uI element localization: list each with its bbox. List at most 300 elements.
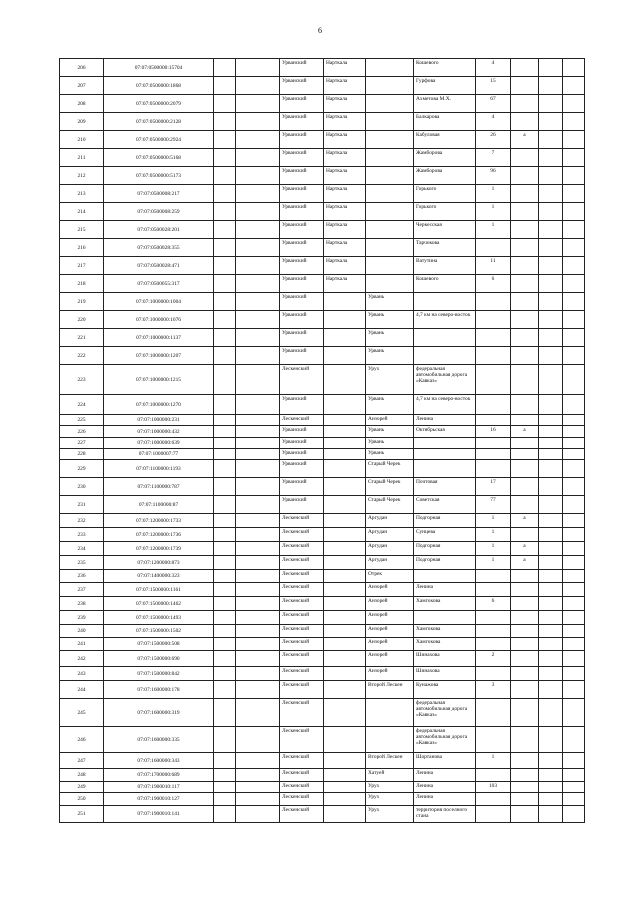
empty-cell bbox=[236, 638, 280, 651]
village-cell: Урвань bbox=[366, 426, 414, 438]
empty-cell bbox=[236, 113, 280, 131]
settlement-cell bbox=[324, 651, 366, 667]
building-cell bbox=[511, 570, 539, 583]
building-cell bbox=[511, 59, 539, 77]
house-cell bbox=[476, 570, 511, 583]
district-cell: Лескенский bbox=[280, 667, 324, 681]
building-cell bbox=[511, 167, 539, 185]
village-cell: Старый Черек bbox=[366, 460, 414, 478]
street-cell: Шинахова bbox=[414, 667, 476, 681]
street-cell: Балкарова bbox=[414, 113, 476, 131]
empty-cell bbox=[539, 681, 563, 699]
district-cell: Урванский bbox=[280, 275, 324, 293]
empty-cell bbox=[539, 611, 563, 625]
empty-cell bbox=[563, 478, 585, 496]
village-cell: Анзорей bbox=[366, 611, 414, 625]
cadastral-number: 07:07:1500000:1502 bbox=[104, 625, 214, 638]
row-number: 229 bbox=[60, 460, 104, 478]
village-cell bbox=[366, 239, 414, 257]
settlement-cell: Нарткала bbox=[324, 113, 366, 131]
row-number: 223 bbox=[60, 365, 104, 395]
empty-cell bbox=[539, 514, 563, 528]
village-cell: Урвань bbox=[366, 438, 414, 449]
district-cell: Урванский bbox=[280, 426, 324, 438]
row-number: 222 bbox=[60, 347, 104, 365]
table-row bbox=[60, 769, 585, 782]
street-cell: 4,7 км на северо-восток bbox=[414, 311, 476, 329]
empty-cell bbox=[563, 113, 585, 131]
district-cell: Лескенский bbox=[280, 699, 324, 727]
building-cell bbox=[511, 347, 539, 365]
empty-cell bbox=[236, 478, 280, 496]
table-row bbox=[60, 638, 585, 651]
cadastral-number: 07:07:0500028:471 bbox=[104, 257, 214, 275]
street-cell bbox=[414, 460, 476, 478]
empty-cell bbox=[563, 311, 585, 329]
empty-cell bbox=[563, 583, 585, 597]
district-cell: Урванский bbox=[280, 478, 324, 496]
row-number: 226 bbox=[60, 426, 104, 438]
building-cell bbox=[511, 275, 539, 293]
district-cell: Урванский bbox=[280, 149, 324, 167]
village-cell: Анзорей bbox=[366, 597, 414, 611]
empty-cell bbox=[563, 329, 585, 347]
cadastral-number: 07:07:1200000:873 bbox=[104, 556, 214, 570]
street-cell: Хамгокова bbox=[414, 638, 476, 651]
empty-cell bbox=[539, 239, 563, 257]
cadastral-number: 07:07:1200000:1736 bbox=[104, 528, 214, 542]
building-cell bbox=[511, 528, 539, 542]
district-cell: Лескенский bbox=[280, 583, 324, 597]
empty-cell bbox=[236, 329, 280, 347]
street-cell: Хамгокова bbox=[414, 597, 476, 611]
row-number: 237 bbox=[60, 583, 104, 597]
district-cell: Лескенский bbox=[280, 651, 324, 667]
building-cell bbox=[511, 365, 539, 395]
district-cell: Лескенский bbox=[280, 514, 324, 528]
house-cell bbox=[476, 438, 511, 449]
row-number: 225 bbox=[60, 415, 104, 426]
row-number: 245 bbox=[60, 699, 104, 727]
settlement-cell bbox=[324, 727, 366, 753]
street-cell: Тарчокова bbox=[414, 239, 476, 257]
row-number: 240 bbox=[60, 625, 104, 638]
settlement-cell bbox=[324, 329, 366, 347]
street-cell: Ленина bbox=[414, 583, 476, 597]
empty-cell bbox=[214, 59, 236, 77]
settlement-cell bbox=[324, 426, 366, 438]
table-row bbox=[60, 782, 585, 793]
house-cell: 16 bbox=[476, 426, 511, 438]
empty-cell bbox=[236, 651, 280, 667]
street-cell: федеральная автомобильная дорога «Кавказ» bbox=[414, 727, 476, 753]
row-number: 246 bbox=[60, 727, 104, 753]
empty-cell bbox=[563, 131, 585, 149]
district-cell: Урванский bbox=[280, 203, 324, 221]
street-cell: Гурфова bbox=[414, 77, 476, 95]
table-row bbox=[60, 667, 585, 681]
settlement-cell bbox=[324, 460, 366, 478]
empty-cell bbox=[214, 651, 236, 667]
empty-cell bbox=[563, 257, 585, 275]
empty-cell bbox=[236, 311, 280, 329]
empty-cell bbox=[214, 611, 236, 625]
empty-cell bbox=[539, 293, 563, 311]
district-cell: Лескенский bbox=[280, 806, 324, 823]
table-row bbox=[60, 727, 585, 753]
village-cell bbox=[366, 185, 414, 203]
cadastral-number: 07:07:0500000:5173 bbox=[104, 167, 214, 185]
settlement-cell: Нарткала bbox=[324, 95, 366, 113]
house-cell: 3 bbox=[476, 681, 511, 699]
land-plots-table-wrap bbox=[59, 58, 584, 823]
district-cell: Урванский bbox=[280, 438, 324, 449]
settlement-cell bbox=[324, 528, 366, 542]
empty-cell bbox=[563, 221, 585, 239]
empty-cell bbox=[236, 449, 280, 460]
building-cell bbox=[511, 460, 539, 478]
empty-cell bbox=[214, 542, 236, 556]
district-cell: Урванский bbox=[280, 95, 324, 113]
cadastral-number: 07:07:0500008:217 bbox=[104, 185, 214, 203]
village-cell: Анзорей bbox=[366, 638, 414, 651]
row-number: 207 bbox=[60, 77, 104, 95]
district-cell: Урванский bbox=[280, 311, 324, 329]
district-cell: Лескенский bbox=[280, 625, 324, 638]
empty-cell bbox=[563, 395, 585, 415]
settlement-cell bbox=[324, 438, 366, 449]
settlement-cell: Нарткала bbox=[324, 149, 366, 167]
street-cell: Кунажова bbox=[414, 681, 476, 699]
table-row bbox=[60, 415, 585, 426]
street-cell: Кабуловая bbox=[414, 131, 476, 149]
house-cell: 1 bbox=[476, 514, 511, 528]
village-cell: Старый Черек bbox=[366, 478, 414, 496]
table-row bbox=[60, 426, 585, 438]
empty-cell bbox=[563, 570, 585, 583]
street-cell: Почтовая bbox=[414, 478, 476, 496]
empty-cell bbox=[214, 625, 236, 638]
house-cell bbox=[476, 699, 511, 727]
row-number: 234 bbox=[60, 542, 104, 556]
row-number: 230 bbox=[60, 478, 104, 496]
cadastral-number: 07:07:0500000:5168 bbox=[104, 149, 214, 167]
empty-cell bbox=[563, 95, 585, 113]
building-cell bbox=[511, 77, 539, 95]
building-cell bbox=[511, 95, 539, 113]
cadastral-number: 07:07:1000000:1270 bbox=[104, 395, 214, 415]
building-cell bbox=[511, 203, 539, 221]
empty-cell bbox=[539, 570, 563, 583]
empty-cell bbox=[214, 293, 236, 311]
settlement-cell: Нарткала bbox=[324, 221, 366, 239]
village-cell: Анзорей bbox=[366, 651, 414, 667]
settlement-cell bbox=[324, 681, 366, 699]
village-cell: Урвань bbox=[366, 311, 414, 329]
land-plots-table bbox=[59, 58, 585, 823]
district-cell: Лескенский bbox=[280, 611, 324, 625]
building-cell bbox=[511, 806, 539, 823]
table-row bbox=[60, 329, 585, 347]
village-cell: Отрек bbox=[366, 570, 414, 583]
house-cell: 96 bbox=[476, 167, 511, 185]
district-cell: Лескенский bbox=[280, 681, 324, 699]
empty-cell bbox=[539, 460, 563, 478]
empty-cell bbox=[214, 638, 236, 651]
settlement-cell: Нарткала bbox=[324, 257, 366, 275]
table-row bbox=[60, 514, 585, 528]
settlement-cell: Нарткала bbox=[324, 185, 366, 203]
table-row bbox=[60, 806, 585, 823]
building-cell bbox=[511, 699, 539, 727]
empty-cell bbox=[236, 426, 280, 438]
settlement-cell bbox=[324, 449, 366, 460]
empty-cell bbox=[236, 542, 280, 556]
table-row bbox=[60, 625, 585, 638]
table-row bbox=[60, 221, 585, 239]
empty-cell bbox=[563, 365, 585, 395]
empty-cell bbox=[563, 77, 585, 95]
cadastral-number: 07:07:0500008:259 bbox=[104, 203, 214, 221]
empty-cell bbox=[563, 438, 585, 449]
settlement-cell bbox=[324, 293, 366, 311]
house-cell bbox=[476, 415, 511, 426]
settlement-cell bbox=[324, 611, 366, 625]
settlement-cell: Нарткала bbox=[324, 203, 366, 221]
cadastral-number: 07:07:1000000:1207 bbox=[104, 347, 214, 365]
empty-cell bbox=[563, 681, 585, 699]
village-cell bbox=[366, 113, 414, 131]
empty-cell bbox=[236, 528, 280, 542]
house-cell bbox=[476, 667, 511, 681]
empty-cell bbox=[539, 365, 563, 395]
cadastral-number: 07:07:1900010:127 bbox=[104, 793, 214, 806]
empty-cell bbox=[214, 131, 236, 149]
empty-cell bbox=[236, 570, 280, 583]
empty-cell bbox=[214, 311, 236, 329]
empty-cell bbox=[539, 167, 563, 185]
empty-cell bbox=[236, 257, 280, 275]
empty-cell bbox=[214, 167, 236, 185]
empty-cell bbox=[563, 625, 585, 638]
empty-cell bbox=[236, 77, 280, 95]
row-number: 211 bbox=[60, 149, 104, 167]
street-cell: Сунцева bbox=[414, 528, 476, 542]
street-cell: Ленина bbox=[414, 769, 476, 782]
empty-cell bbox=[539, 727, 563, 753]
empty-cell bbox=[539, 528, 563, 542]
table-row bbox=[60, 753, 585, 769]
empty-cell bbox=[539, 203, 563, 221]
empty-cell bbox=[563, 347, 585, 365]
empty-cell bbox=[539, 113, 563, 131]
row-number: 251 bbox=[60, 806, 104, 823]
empty-cell bbox=[214, 438, 236, 449]
empty-cell bbox=[214, 203, 236, 221]
district-cell: Урванский bbox=[280, 496, 324, 514]
empty-cell bbox=[214, 239, 236, 257]
empty-cell bbox=[236, 347, 280, 365]
cadastral-number: 07:07:0500000:1868 bbox=[104, 77, 214, 95]
empty-cell bbox=[214, 347, 236, 365]
cadastral-number: 07:07:1900010:141 bbox=[104, 806, 214, 823]
building-cell bbox=[511, 395, 539, 415]
empty-cell bbox=[214, 782, 236, 793]
house-cell bbox=[476, 611, 511, 625]
empty-cell bbox=[563, 185, 585, 203]
district-cell: Урванский bbox=[280, 449, 324, 460]
street-cell: Кошевого bbox=[414, 59, 476, 77]
empty-cell bbox=[539, 542, 563, 556]
empty-cell bbox=[236, 699, 280, 727]
district-cell: Лескенский bbox=[280, 769, 324, 782]
empty-cell bbox=[563, 167, 585, 185]
empty-cell bbox=[563, 59, 585, 77]
empty-cell bbox=[214, 583, 236, 597]
settlement-cell bbox=[324, 638, 366, 651]
cadastral-number: 07:07:1200000:1739 bbox=[104, 542, 214, 556]
empty-cell bbox=[214, 514, 236, 528]
district-cell: Урванский bbox=[280, 113, 324, 131]
empty-cell bbox=[539, 793, 563, 806]
empty-cell bbox=[563, 293, 585, 311]
district-cell: Лескенский bbox=[280, 570, 324, 583]
village-cell bbox=[366, 275, 414, 293]
empty-cell bbox=[214, 478, 236, 496]
cadastral-number: 07:07:1000000:432 bbox=[104, 426, 214, 438]
table-row bbox=[60, 293, 585, 311]
district-cell: Лескенский bbox=[280, 753, 324, 769]
cadastral-number: 07:07:0500000:15704 bbox=[104, 59, 214, 77]
empty-cell bbox=[236, 727, 280, 753]
settlement-cell bbox=[324, 365, 366, 395]
table-row bbox=[60, 395, 585, 415]
table-row bbox=[60, 496, 585, 514]
building-cell bbox=[511, 753, 539, 769]
building-cell: а bbox=[511, 556, 539, 570]
building-cell bbox=[511, 793, 539, 806]
row-number: 206 bbox=[60, 59, 104, 77]
empty-cell bbox=[236, 583, 280, 597]
empty-cell bbox=[214, 667, 236, 681]
street-cell: Октябрьская bbox=[414, 426, 476, 438]
row-number: 244 bbox=[60, 681, 104, 699]
house-cell: 7 bbox=[476, 149, 511, 167]
table-row bbox=[60, 365, 585, 395]
row-number: 242 bbox=[60, 651, 104, 667]
cadastral-number: 07:07:0500055:317 bbox=[104, 275, 214, 293]
empty-cell bbox=[214, 221, 236, 239]
empty-cell bbox=[563, 782, 585, 793]
house-cell: 4 bbox=[476, 59, 511, 77]
cadastral-number: 07:07:1900010:117 bbox=[104, 782, 214, 793]
settlement-cell: Нарткала bbox=[324, 131, 366, 149]
street-cell: Шортанова bbox=[414, 753, 476, 769]
village-cell bbox=[366, 95, 414, 113]
district-cell: Урванский bbox=[280, 221, 324, 239]
empty-cell bbox=[539, 149, 563, 167]
empty-cell bbox=[539, 311, 563, 329]
settlement-cell bbox=[324, 806, 366, 823]
cadastral-number: 07:07:1000000:1137 bbox=[104, 329, 214, 347]
empty-cell bbox=[563, 460, 585, 478]
street-cell: Кошевого bbox=[414, 275, 476, 293]
table-row bbox=[60, 185, 585, 203]
village-cell: Урух bbox=[366, 365, 414, 395]
empty-cell bbox=[236, 793, 280, 806]
house-cell bbox=[476, 329, 511, 347]
building-cell bbox=[511, 329, 539, 347]
empty-cell bbox=[214, 570, 236, 583]
settlement-cell bbox=[324, 699, 366, 727]
building-cell bbox=[511, 651, 539, 667]
house-cell: 1 bbox=[476, 542, 511, 556]
building-cell bbox=[511, 583, 539, 597]
house-cell: 26 bbox=[476, 131, 511, 149]
empty-cell bbox=[236, 611, 280, 625]
empty-cell bbox=[563, 149, 585, 167]
settlement-cell bbox=[324, 478, 366, 496]
empty-cell bbox=[236, 275, 280, 293]
settlement-cell: Нарткала bbox=[324, 77, 366, 95]
street-cell: Советская bbox=[414, 496, 476, 514]
empty-cell bbox=[214, 395, 236, 415]
settlement-cell bbox=[324, 597, 366, 611]
street-cell: Шинахова bbox=[414, 651, 476, 667]
empty-cell bbox=[539, 769, 563, 782]
village-cell bbox=[366, 727, 414, 753]
building-cell bbox=[511, 769, 539, 782]
empty-cell bbox=[236, 167, 280, 185]
table-row bbox=[60, 556, 585, 570]
building-cell bbox=[511, 681, 539, 699]
empty-cell bbox=[214, 149, 236, 167]
empty-cell bbox=[214, 769, 236, 782]
cadastral-number: 07:07:1000000:231 bbox=[104, 415, 214, 426]
cadastral-number: 07:07:0500000:2924 bbox=[104, 131, 214, 149]
house-cell: 4 bbox=[476, 113, 511, 131]
row-number: 232 bbox=[60, 514, 104, 528]
settlement-cell: Нарткала bbox=[324, 167, 366, 185]
street-cell: Жамборова bbox=[414, 167, 476, 185]
row-number: 216 bbox=[60, 239, 104, 257]
settlement-cell bbox=[324, 415, 366, 426]
district-cell: Урванский bbox=[280, 77, 324, 95]
empty-cell bbox=[539, 395, 563, 415]
empty-cell bbox=[214, 426, 236, 438]
empty-cell bbox=[563, 449, 585, 460]
district-cell: Лескенский bbox=[280, 782, 324, 793]
building-cell bbox=[511, 438, 539, 449]
district-cell: Лескенский bbox=[280, 793, 324, 806]
table-row bbox=[60, 597, 585, 611]
empty-cell bbox=[214, 275, 236, 293]
empty-cell bbox=[214, 449, 236, 460]
district-cell: Урванский bbox=[280, 185, 324, 203]
street-cell: Горького bbox=[414, 185, 476, 203]
empty-cell bbox=[236, 185, 280, 203]
row-number: 220 bbox=[60, 311, 104, 329]
empty-cell bbox=[563, 611, 585, 625]
village-cell: Анзорей bbox=[366, 667, 414, 681]
empty-cell bbox=[563, 275, 585, 293]
building-cell: а bbox=[511, 514, 539, 528]
building-cell bbox=[511, 415, 539, 426]
cadastral-number: 07:07:1500000:690 bbox=[104, 651, 214, 667]
cadastral-number: 07:07:1000000:1215 bbox=[104, 365, 214, 395]
row-number: 233 bbox=[60, 528, 104, 542]
building-cell bbox=[511, 257, 539, 275]
